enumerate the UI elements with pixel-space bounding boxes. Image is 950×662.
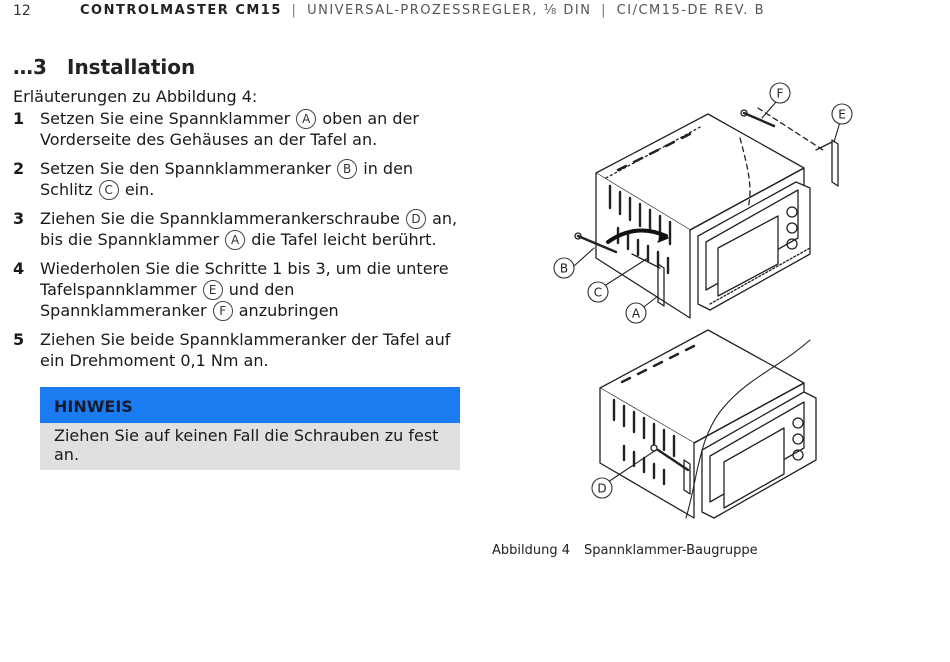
step-text: Ziehen Sie die Spannklammerankerschraube	[40, 209, 405, 228]
step-number: 3	[13, 209, 25, 228]
callout-a-label: A	[631, 306, 641, 321]
step-text: die Tafel leicht berührt.	[246, 230, 437, 249]
step-item	[13, 158, 463, 200]
step-number: 2	[13, 159, 25, 178]
step-text: Setzen Sie eine Spannklammer	[40, 109, 296, 128]
header-separator: |	[601, 3, 608, 18]
step-list	[13, 108, 463, 379]
step-text: anzubringen	[233, 301, 339, 320]
step-item	[13, 208, 463, 250]
callout-f-label: F	[776, 86, 784, 101]
header-doc-ref: CI/CM15-DE REV. B	[616, 3, 765, 18]
step-item	[13, 329, 463, 371]
step-number: 4	[13, 259, 25, 278]
header-product: CONTROLMASTER CM15	[80, 3, 282, 18]
callout-ref: E	[203, 280, 223, 300]
notice-box	[40, 387, 460, 470]
clamp-assembly-figure	[548, 78, 868, 528]
header-description: UNIVERSAL-PROZESSREGLER, ⅛ DIN	[307, 3, 592, 18]
section-number: …3	[13, 55, 47, 79]
step-text: Setzen Sie den Spannklammeranker	[40, 159, 337, 178]
section-heading	[13, 55, 195, 79]
step-text: an, bis die Spannklammer	[40, 209, 458, 249]
callout-d-label: D	[597, 481, 607, 496]
section-title: Installation	[67, 55, 196, 79]
callout-c-label: C	[593, 285, 603, 300]
running-header	[80, 3, 765, 18]
step-text: oben an der Vorderseite des Gehäuses an der Tafel an.	[40, 109, 419, 149]
step-item	[13, 258, 463, 321]
intro-text: Erläuterungen zu Abbildung 4:	[13, 87, 258, 106]
header-separator: |	[291, 3, 298, 18]
notice-text: Ziehen Sie auf keinen Fall die Schrauben zu fest an.	[40, 423, 460, 470]
callout-b-label: B	[559, 261, 569, 276]
callout-ref: A	[225, 230, 245, 250]
callout-e-label: E	[838, 107, 846, 122]
lower-assembly-drawing	[600, 330, 816, 518]
step-text: ein.	[119, 180, 155, 199]
figure-caption	[492, 543, 758, 558]
callout-ref: B	[337, 159, 357, 179]
figure-caption-label: Abbildung 4	[492, 543, 571, 558]
callout-ref: D	[406, 209, 426, 229]
step-text: Ziehen Sie beide Spannklammeranker der Tafel auf ein Drehmoment 0,1 Nm an.	[40, 330, 451, 370]
step-number: 5	[13, 330, 25, 349]
notice-title: HINWEIS	[40, 387, 460, 423]
step-number: 1	[13, 109, 25, 128]
figure-caption-title: Spannklammer-Baugruppe	[584, 543, 758, 558]
step-text: Wiederholen Sie die Schritte 1 bis 3, um die untere Tafelspannklammer	[40, 259, 449, 299]
step-item	[13, 108, 463, 150]
step-text: und den Spannklammeranker	[40, 280, 295, 320]
callout-ref: A	[296, 109, 316, 129]
step-text: in den Schlitz	[40, 159, 414, 199]
page-number: 12	[13, 3, 31, 19]
callout-ref: F	[213, 301, 233, 321]
upper-assembly-drawing	[575, 108, 838, 318]
callout-ref: C	[99, 180, 119, 200]
